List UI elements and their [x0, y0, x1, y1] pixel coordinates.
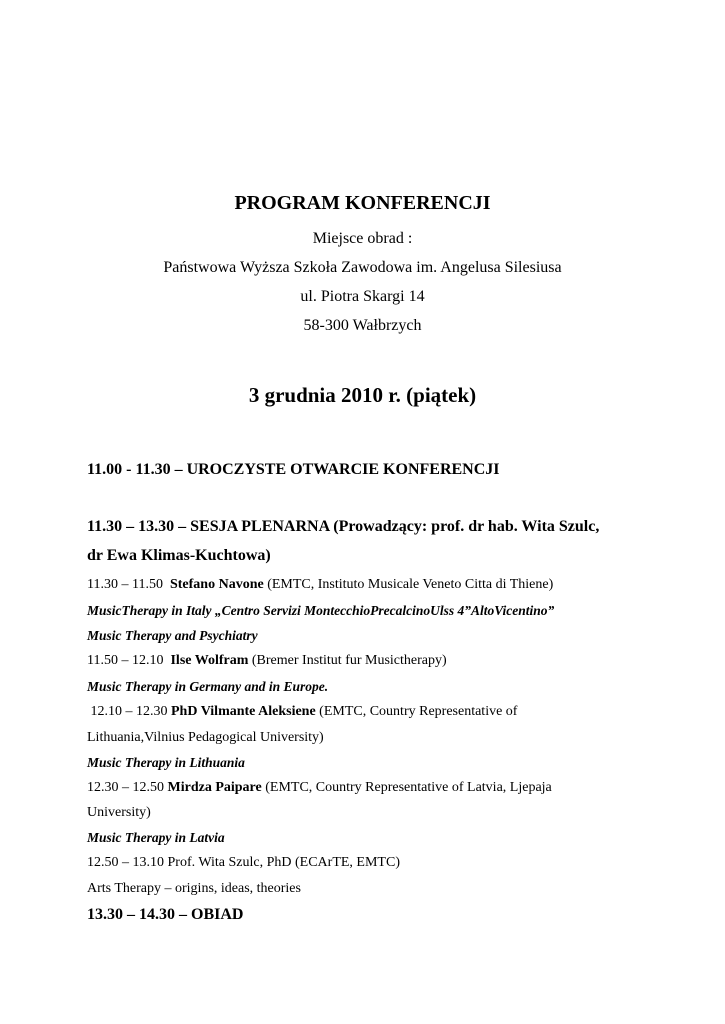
talk-affiliation: (EMTC, Instituto Musicale Veneto Citta di Thiene) [263, 577, 554, 592]
conference-date: 3 grudnia 2010 r. (piątek) [248, 383, 477, 407]
talk-time: 11.50 – 12.10 [87, 653, 164, 668]
talk-title: Arts Therapy – origins, ideas, theories [87, 881, 301, 896]
plenary-session-heading: 11.30 – 13.30 – SESJA PLENARNA (Prowadzący: prof. dr hab. Wita Szulc, [87, 518, 600, 535]
lunch-break: 13.30 – 14.30 – OBIAD [87, 906, 244, 923]
talk-title: Music Therapy in Germany and in Europe. [87, 679, 329, 694]
talk-title: Music Therapy and Psychiatry [87, 628, 258, 643]
talk-title: Music Therapy in Lithuania [87, 755, 245, 770]
talk-speaker: Mirdza Paipare [167, 780, 262, 795]
talk-affiliation: (Bremer Institut fur Musictherapy) [248, 653, 447, 668]
talk-time: 12.10 – 12.30 [90, 704, 168, 719]
page-title: PROGRAM KONFERENCJI [234, 192, 491, 214]
talk-line [87, 577, 553, 593]
talk-speaker: PhD Vilmante Aleksiene [171, 704, 316, 719]
talk-title: MusicTherapy in Italy „Centro Servizi MontecchioPrecalcinoUlss 4”AltoVicentino” [87, 603, 555, 618]
talk-line [87, 855, 400, 871]
venue-label: Miejsce obrad : [312, 230, 413, 247]
plenary-session-chairs: dr Ewa Klimas-Kuchtowa) [87, 547, 271, 564]
venue-name: Państwowa Wyższa Szkoła Zawodowa im. Angelusa Silesiusa [163, 259, 562, 276]
talk-time: 12.30 – 12.50 [87, 780, 164, 795]
opening-session: 11.00 - 11.30 – UROCZYSTE OTWARCIE KONFERENCJI [87, 461, 500, 478]
talk-title: Music Therapy in Latvia [87, 830, 225, 845]
talk-line [87, 704, 517, 720]
talk-affiliation-continued: Lithuania,Vilnius Pedagogical University) [87, 730, 324, 745]
talk-speaker: Stefano Navone [169, 577, 264, 592]
talk-speaker-and-affiliation: Prof. Wita Szulc, PhD (ECArTE, EMTC) [164, 855, 400, 870]
venue-city: 58-300 Wałbrzych [303, 317, 422, 334]
talk-line [87, 653, 447, 669]
talk-speaker: Ilse Wolfram [170, 653, 249, 668]
talk-affiliation: (EMTC, Country Representative of Latvia, Ljepaja [261, 780, 552, 795]
talk-affiliation: (EMTC, Country Representative of [315, 704, 518, 719]
talk-time: 12.50 – 13.10 [87, 855, 164, 870]
talk-line [87, 780, 552, 796]
venue-street: ul. Piotra Skargi 14 [300, 288, 425, 305]
talk-affiliation-continued: University) [87, 805, 151, 820]
talk-time: 11.30 – 11.50 [87, 577, 163, 592]
